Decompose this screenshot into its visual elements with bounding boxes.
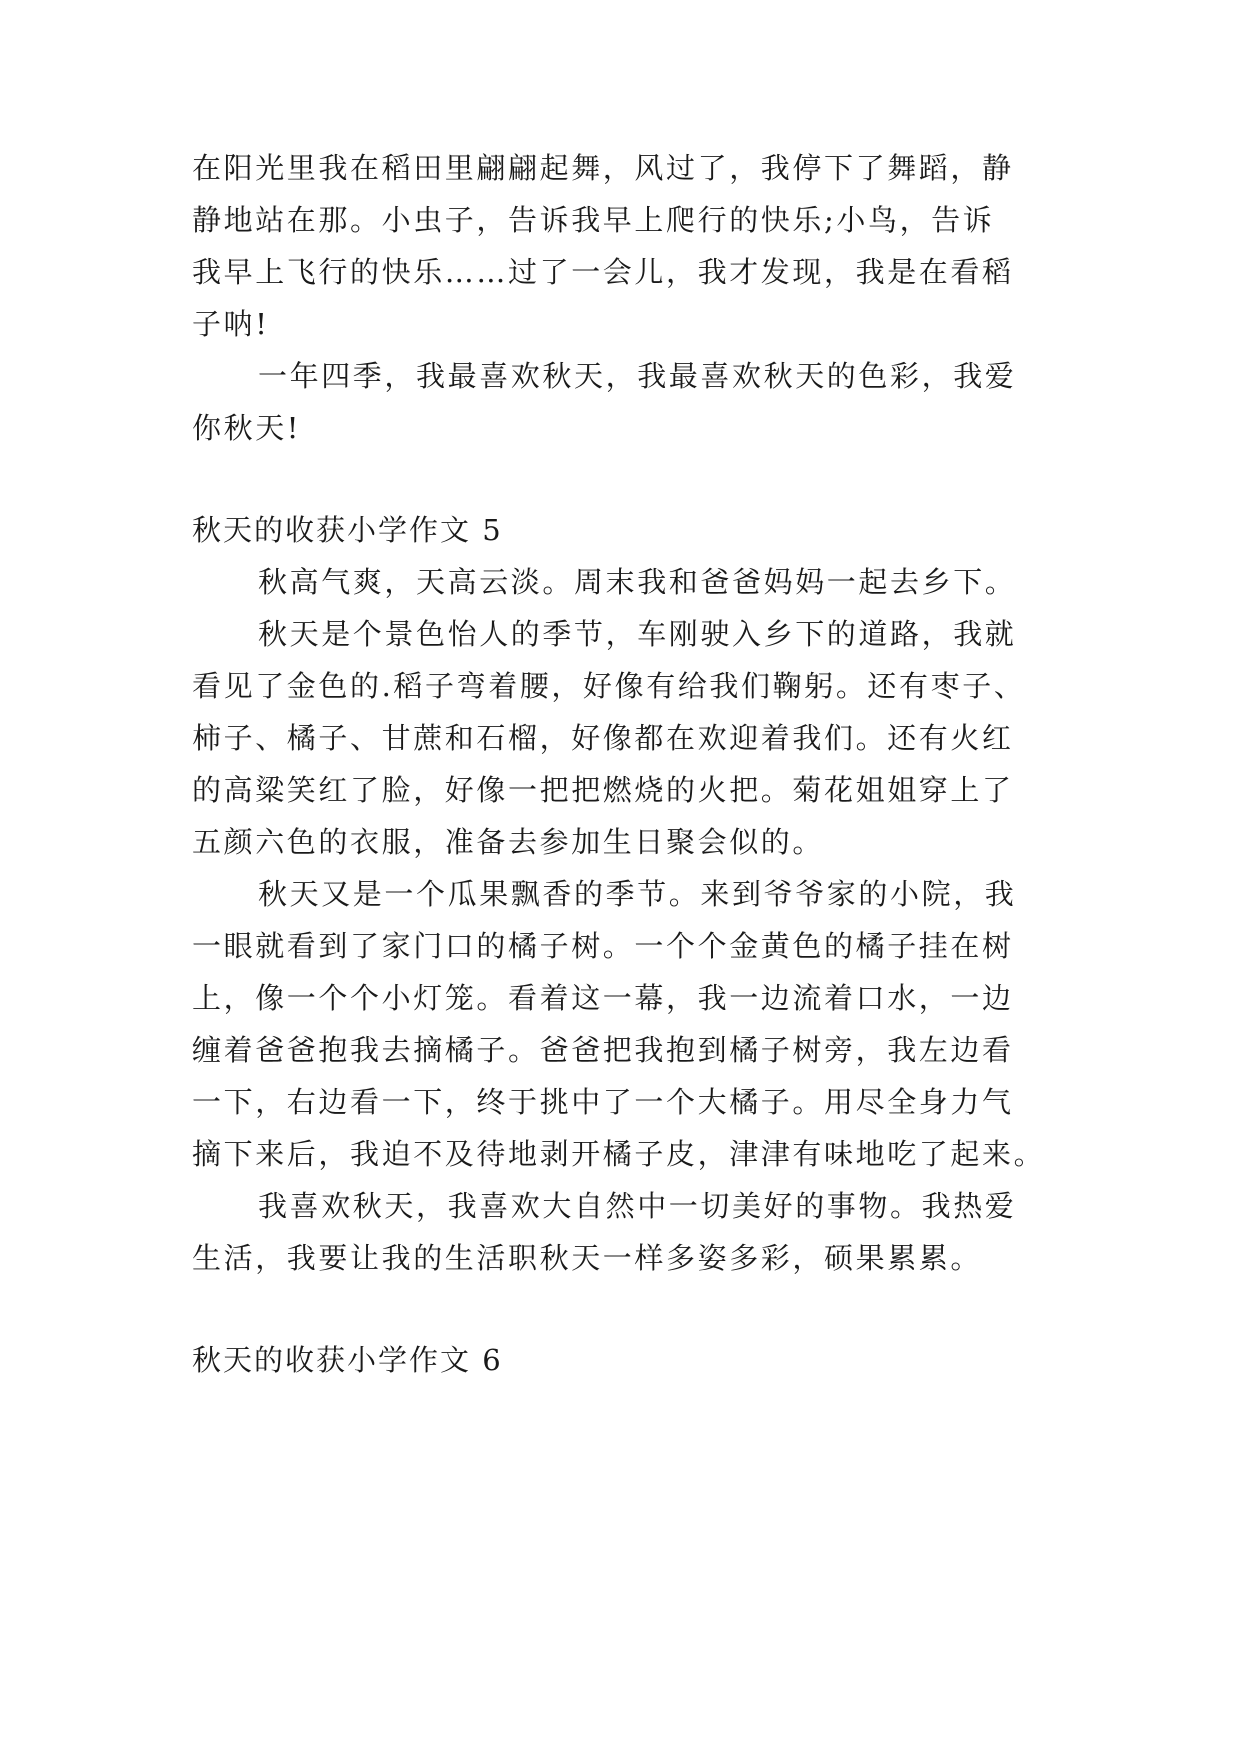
text-line: 生活，我要让我的生活职秋天一样多姿多彩，硕果累累。 xyxy=(192,1241,983,1275)
text-line: 秋天是个景色怡人的季节，车刚驶入乡下的道路，我就 xyxy=(258,617,1017,651)
text-line: 我早上飞行的快乐……过了一会儿，我才发现，我是在看稻 xyxy=(192,255,1014,289)
text-line: 你秋天! xyxy=(192,411,302,445)
text-line: 摘下来后，我迫不及待地剥开橘子皮，津津有味地吃了起来。 xyxy=(192,1137,1046,1171)
text-line: 缠着爸爸抱我去摘橘子。爸爸把我抱到橘子树旁，我左边看 xyxy=(192,1033,1014,1067)
text-line: 看见了金色的.稻子弯着腰，好像有给我们鞠躬。还有枣子、 xyxy=(192,669,1026,703)
text-line: 静地站在那。小虫子，告诉我早上爬行的快乐;小鸟，告诉 xyxy=(192,203,995,237)
text-line: 我喜欢秋天，我喜欢大自然中一切美好的事物。我热爱 xyxy=(258,1189,1017,1223)
text-line: 的高粱笑红了脸，好像一把把燃烧的火把。菊花姐姐穿上了 xyxy=(192,773,1014,807)
text-line: 上，像一个个小灯笼。看着这一幕，我一边流着口水，一边 xyxy=(192,981,1014,1015)
text-line: 一眼就看到了家门口的橘子树。一个个金黄色的橘子挂在树 xyxy=(192,929,1014,963)
text-line: 在阳光里我在稻田里翩翩起舞，风过了，我停下了舞蹈，静 xyxy=(192,151,1014,185)
section-heading-6: 秋天的收获小学作文 6 xyxy=(192,1343,503,1377)
text-line: 柿子、橘子、甘蔗和石榴，好像都在欢迎着我们。还有火红 xyxy=(192,721,1014,755)
text-line: 五颜六色的衣服，准备去参加生日聚会似的。 xyxy=(192,825,825,859)
text-line: 一下，右边看一下，终于挑中了一个大橘子。用尽全身力气 xyxy=(192,1085,1014,1119)
section-heading-5: 秋天的收获小学作文 5 xyxy=(192,513,503,547)
text-line: 秋天又是一个瓜果飘香的季节。来到爷爷家的小院，我 xyxy=(258,877,1017,911)
text-line: 秋高气爽，天高云淡。周末我和爸爸妈妈一起去乡下。 xyxy=(258,565,1017,599)
text-line: 子呐! xyxy=(192,307,270,341)
text-line: 一年四季，我最喜欢秋天，我最喜欢秋天的色彩，我爱 xyxy=(258,359,1017,393)
